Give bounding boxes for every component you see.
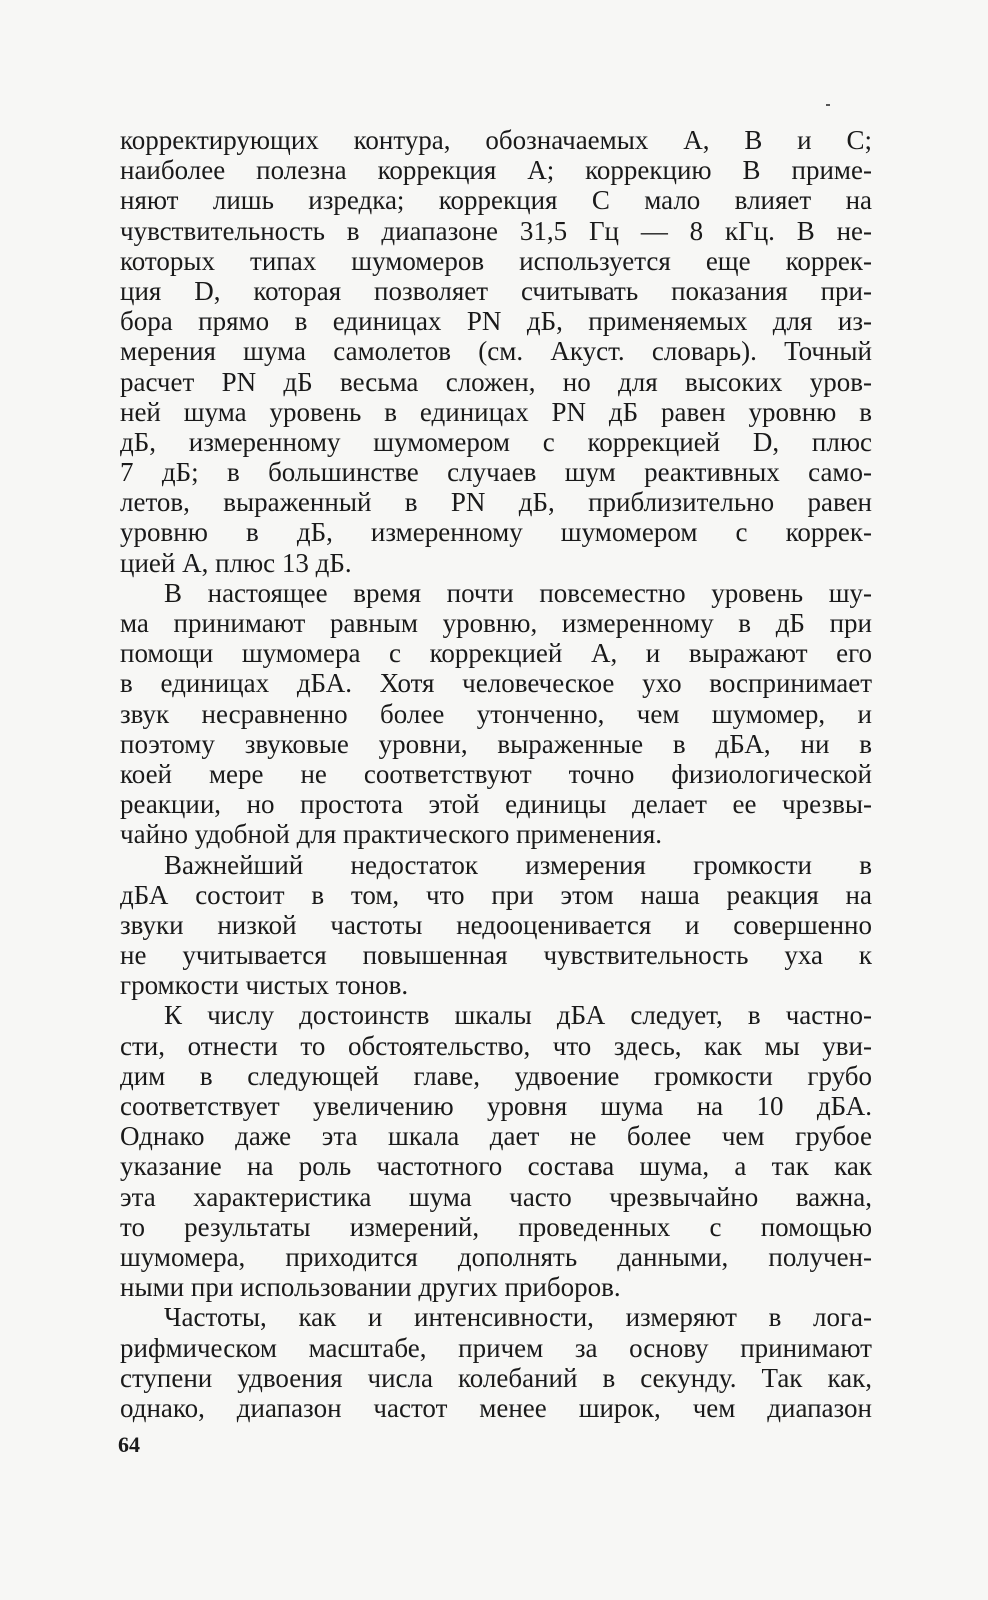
text-line: К числу достоинств шкалы дБА следует, в частно- <box>164 1000 872 1031</box>
text-line: наиболее полезна коррекция A; коррекцию B приме- <box>120 155 872 186</box>
text-line: ными при использовании других приборов. <box>120 1272 621 1303</box>
text-line: расчет PN дБ весьма сложен, но для высоких уров- <box>120 366 872 397</box>
text-line: шумомера, приходится дополнять данными, получен- <box>120 1241 872 1272</box>
text-line: ступени удвоения числа колебаний в секунду. Так как, <box>120 1362 872 1393</box>
text-line: помощи шумомера с коррекцией A, и выражают его <box>120 638 872 669</box>
text-line: в единицах дБА. Хотя человеческое ухо воспринимает <box>120 668 872 699</box>
text-line: Однако даже эта шкала дает не более чем грубое <box>120 1121 872 1152</box>
text-line: поэтому звуковые уровни, выраженные в дБА, ни в <box>120 728 872 759</box>
text-line: ней шума уровень в единицах PN дБ равен уровню в <box>120 396 872 427</box>
text-line: цией A, плюс 13 дБ. <box>120 547 352 578</box>
text-line: В настоящее время почти повсеместно уровень шу- <box>164 577 872 608</box>
text-line: которых типах шумомеров используется еще коррек- <box>120 245 872 276</box>
text-line: ма принимают равным уровню, измеренному в дБ при <box>120 608 872 638</box>
text-line: летов, выраженный в PN дБ, приблизительно равен <box>120 487 872 518</box>
page-number: 64 <box>118 1432 140 1457</box>
text-line: ция D, которая позволяет считывать показания при- <box>120 275 872 306</box>
text-line: чайно удобной для практического применения. <box>120 819 663 850</box>
text-line: корректирующих контура, обозначаемых A, B и C; <box>120 125 872 155</box>
text-line: соответствует увеличению уровня шума на 10 дБА. <box>120 1091 872 1121</box>
text-line: 7 дБ; в большинстве случаев шум реактивных само- <box>120 457 872 488</box>
text-line: бора прямо в единицах PN дБ, применяемых для из- <box>120 306 872 337</box>
text-line: дБА состоит в том, что при этом наша реакция на <box>120 879 872 910</box>
text-line: уровню в дБ, измеренному шумомером с коррек- <box>120 517 872 548</box>
text-line: чувствительность в диапазоне 31,5 Гц — 8 кГц. В не- <box>120 215 872 246</box>
text-line: то результаты измерений, проведенных с помощью <box>120 1211 872 1242</box>
text-line: няют лишь изредка; коррекция C мало влияет на <box>120 185 872 216</box>
text-line: рифмическом масштабе, причем за основу принимают <box>120 1332 872 1363</box>
text-line: коей мере не соответствуют точно физиологической <box>120 758 872 789</box>
text-line: звук несравненно более утонченно, чем шумомер, и <box>120 698 872 729</box>
text-line: Важнейший недостаток измерения громкости в <box>164 849 872 880</box>
text-line: не учитывается повышенная чувствительность уха к <box>120 940 872 971</box>
text-line: сти, отнести то обстоятельство, что здесь, как мы уви- <box>120 1030 872 1061</box>
text-line: дим в следующей главе, удвоение громкости грубо <box>120 1060 872 1091</box>
text-line: однако, диапазон частот менее широк, чем диапазон <box>120 1392 872 1423</box>
text-line: эта характеристика шума часто чрезвычайно важна, <box>120 1181 872 1212</box>
text-line: громкости чистых тонов. <box>120 970 409 1001</box>
text-line: Частоты, как и интенсивности, измеряют в лога- <box>164 1302 872 1333</box>
text-line: мерения шума самолетов (см. Акуст. словарь). Точный <box>120 336 872 367</box>
stray-mark <box>826 104 830 106</box>
text-line: звуки низкой частоты недооценивается и совершенно <box>120 909 872 940</box>
body-text <box>120 125 872 1423</box>
text-line: указание на роль частотного состава шума, а так как <box>120 1151 872 1182</box>
text-line: дБ, измеренному шумомером с коррекцией D, плюс <box>120 426 872 457</box>
text-line: реакции, но простота этой единицы делает ее чрезвы- <box>120 789 872 820</box>
